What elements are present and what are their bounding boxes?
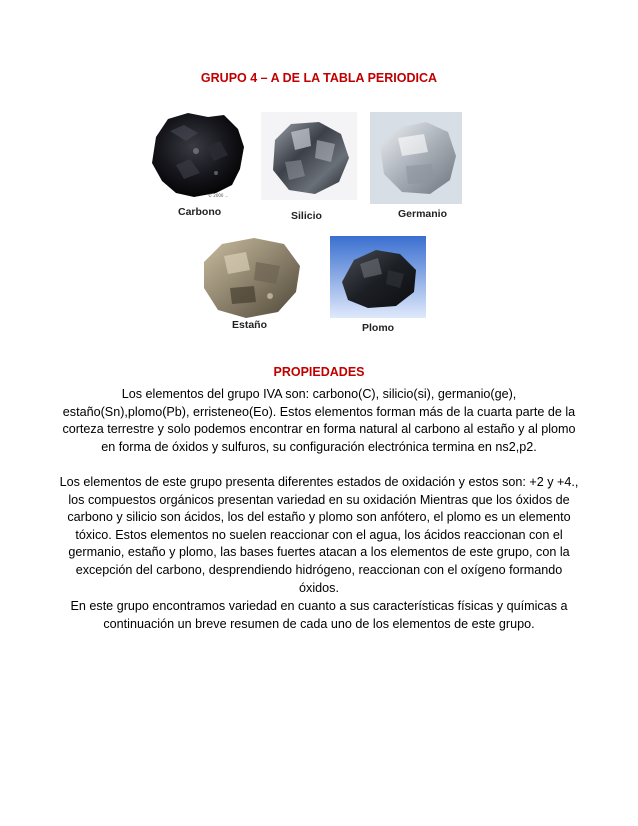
- svg-text:© 2000 ...: © 2000 ...: [208, 193, 229, 198]
- estano-label: Estaño: [232, 319, 268, 331]
- carbono-image: [146, 107, 250, 203]
- estano-image: [196, 232, 308, 324]
- plomo-label: Plomo: [362, 322, 395, 334]
- silicio-image: [261, 112, 357, 200]
- plomo-image: [330, 236, 426, 318]
- carbono-label: Carbono: [178, 206, 222, 218]
- germanio-label: Germanio: [398, 208, 448, 220]
- silicio-label: Silicio: [291, 210, 322, 222]
- germanio-image: [370, 112, 462, 204]
- paragraph-3: En este grupo encontramos variedad en cuanto a sus características físicas y químicas a continuación un breve resumen de cada uno de los elementos de este grupo.: [70, 599, 568, 631]
- paragraph-2: Los elementos de este grupo presenta diferentes estados de oxidación y estos son: +2 y +4., los compuestos orgánicos presentan variedad en su oxidación Mientras que los óxidos de carbono y silicio son ácidos, los del estaño y plomo son anfótero, el plomo es un elemento tóxico. Estos elementos no suelen reaccionar con el agua, los ácidos reaccionan con el germanio, estaño y plomo, las bases fuertes atacan a los elementos de este grupo, con la excepción del carbono, desprendiendo hidrógeno, reaccionan con el oxígeno formando óxidos.: [59, 475, 579, 595]
- section-heading: PROPIEDADES: [273, 365, 365, 379]
- paragraph-1: Los elementos del grupo IVA son: carbono(C), silicio(si), germanio(ge), estaño(Sn),plomo(Pb), erristeneo(Eo). Estos elementos forman más de la cuarta parte de la corteza terrestre y solo podemos encontrar en forma natural al carbono al estaño y al plomo en forma de óxidos y sulfuros, su configuración electrónica termina en ns2,p2.: [62, 387, 576, 454]
- document-title: GRUPO 4 – A DE LA TABLA PERIODICA: [200, 71, 438, 85]
